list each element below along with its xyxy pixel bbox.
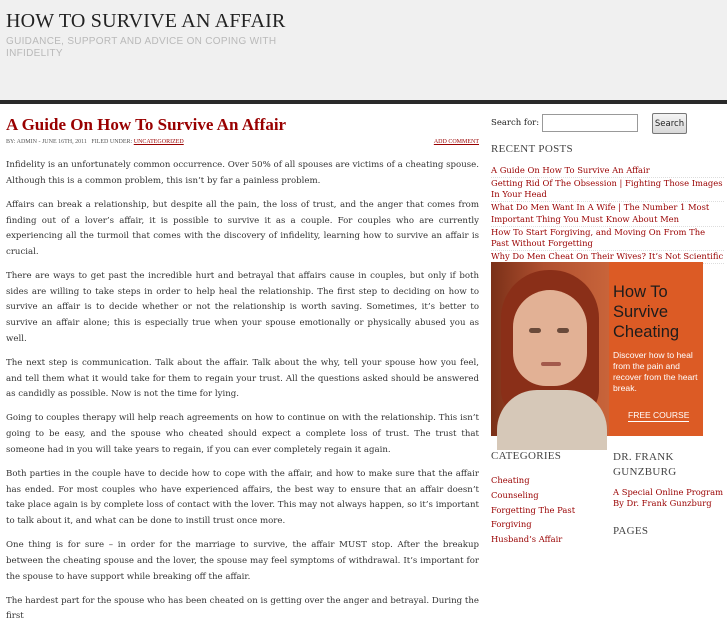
ad-woman-photo bbox=[491, 262, 609, 436]
post-paragraph: Infidelity is an unfortunately common occurrence. Over 50% of all spouses are victims of a cheating spouse. Although this is a common problem, this isn’t by far a painless problem. bbox=[6, 160, 479, 186]
pages-title: PAGES bbox=[613, 525, 649, 537]
post-paragraph: Going to couples therapy will help reach agreements on how to continue on with the relationship. This isn’t going to be easy, and the spouse who cheated should expect a complete loss of trust. The trust that someone had in you will take years to regain, if you can ever completely regain it again. bbox=[6, 413, 479, 455]
post-body bbox=[6, 158, 479, 625]
promo-title: DR. FRANK GUNZBURG bbox=[613, 451, 677, 478]
categories-list bbox=[491, 473, 596, 547]
post-paragraph: One thing is for sure – in order for the marriage to survive, the affair MUST stop. After the breakup between the cheating spouse and the lover, the spouse may feel symptoms of withdrawal. It’s important for the spouse to have support while breaking off the affair. bbox=[6, 540, 479, 582]
category-link[interactable]: Husband’s Affair bbox=[491, 534, 563, 545]
post bbox=[6, 115, 479, 633]
search-form bbox=[491, 110, 724, 136]
category-link[interactable]: Forgiving bbox=[491, 519, 532, 530]
post-paragraph: The next step is communication. Talk about the affair. Talk about the why, tell your spouse how you feel, and tell them what it would take for them to regain your trust. All the questions asked should be answered as candidly as possible. Now is not the time for lying. bbox=[6, 357, 479, 400]
post-paragraph: There are ways to get past the incredible hurt and betrayal that affairs cause in couples, but only if both sides are willing to take steps in order to help heal the relationship. The first step to deciding on how to survive an affair is to decide whether or not the relationship is worth saving. Sometimes, it’s better to survive an affair alone; this is especially true when your spouse emotionally or physically abused you as well. bbox=[6, 271, 479, 344]
post-paragraph: Both parties in the couple have to decide how to cope with the affair, and how to make sure that the affair has ended. For most couples who have experienced affairs, the best way to ensure that an affair doesn’t take place again is by complete loss of contact with the lover. This may not always happen, so it’s important to talk about it, and what can be done to instill trust once more. bbox=[6, 468, 479, 527]
post-paragraph: The hardest part for the spouse who has been cheated on is getting over the anger and betrayal. During the first bbox=[6, 595, 479, 622]
add-comment-link[interactable]: ADD COMMENT bbox=[433, 139, 479, 145]
post-meta bbox=[6, 139, 479, 149]
category-link[interactable]: Cheating bbox=[491, 475, 530, 485]
recent-posts-title: RECENT POSTS bbox=[491, 143, 573, 155]
categories-widget bbox=[491, 450, 596, 547]
post-paragraph: Affairs can break a relationship, but despite all the pain, the loss of trust, and the anger that comes from finding out of a lover’s affair, it is possible to survive it as a couple. For couples who are currently experiencing all the turmoil that comes with the discovery of infidelity, learning how to survive an affair is crucial. bbox=[6, 199, 479, 257]
category-link[interactable]: Forgetting The Past bbox=[491, 504, 576, 515]
header-divider bbox=[0, 100, 727, 104]
recent-posts-list bbox=[491, 165, 724, 264]
ad-free-course-link[interactable]: FREE COURSE bbox=[628, 410, 690, 420]
sidebar bbox=[491, 110, 724, 545]
post-category-link[interactable]: UNCATEGORIZED bbox=[133, 139, 184, 145]
categories-title: CATEGORIES bbox=[491, 450, 562, 462]
site-tagline: GUIDANCE, SUPPORT AND ADVICE ON COPING WITH INFIDELITY bbox=[6, 36, 277, 59]
site-header bbox=[0, 0, 727, 100]
promo-widget bbox=[613, 450, 724, 537]
search-label: Search for: bbox=[491, 118, 540, 128]
search-input[interactable] bbox=[542, 114, 638, 132]
search-button[interactable]: Search bbox=[652, 113, 687, 134]
ad-headline: How To Survive Cheating bbox=[613, 283, 680, 341]
ad-banner[interactable] bbox=[491, 262, 703, 436]
post-meta-text: BY: ADMIN - JUNE 16TH, 2011 FILED UNDER: bbox=[6, 139, 134, 145]
post-title[interactable]: A Guide On How To Survive An Affair bbox=[6, 115, 287, 134]
site-title[interactable]: HOW TO SURVIVE AN AFFAIR bbox=[6, 10, 286, 32]
promo-link[interactable]: A Special Online Program By Dr. Frank Gunzburg bbox=[613, 487, 724, 508]
recent-post-link[interactable]: What Do Men Want In A Wife | The Number 1 Most Important Thing You Must Know About Men bbox=[491, 202, 724, 226]
recent-post-link[interactable]: A Guide On How To Survive An Affair bbox=[491, 165, 724, 178]
recent-post-link[interactable]: How To Start Forgiving, and Moving On From The Past Without Forgetting bbox=[491, 227, 724, 251]
recent-post-link[interactable]: Why Do Men Cheat On Their Wives? It’s Not Scientific bbox=[491, 251, 724, 264]
category-link[interactable]: Counseling bbox=[491, 489, 539, 500]
recent-post-link[interactable]: Getting Rid Of The Obsession | Fighting Those Images In Your Head bbox=[491, 178, 724, 202]
ad-subtext: Discover how to heal from the pain and recover from the heart break. bbox=[613, 350, 698, 393]
